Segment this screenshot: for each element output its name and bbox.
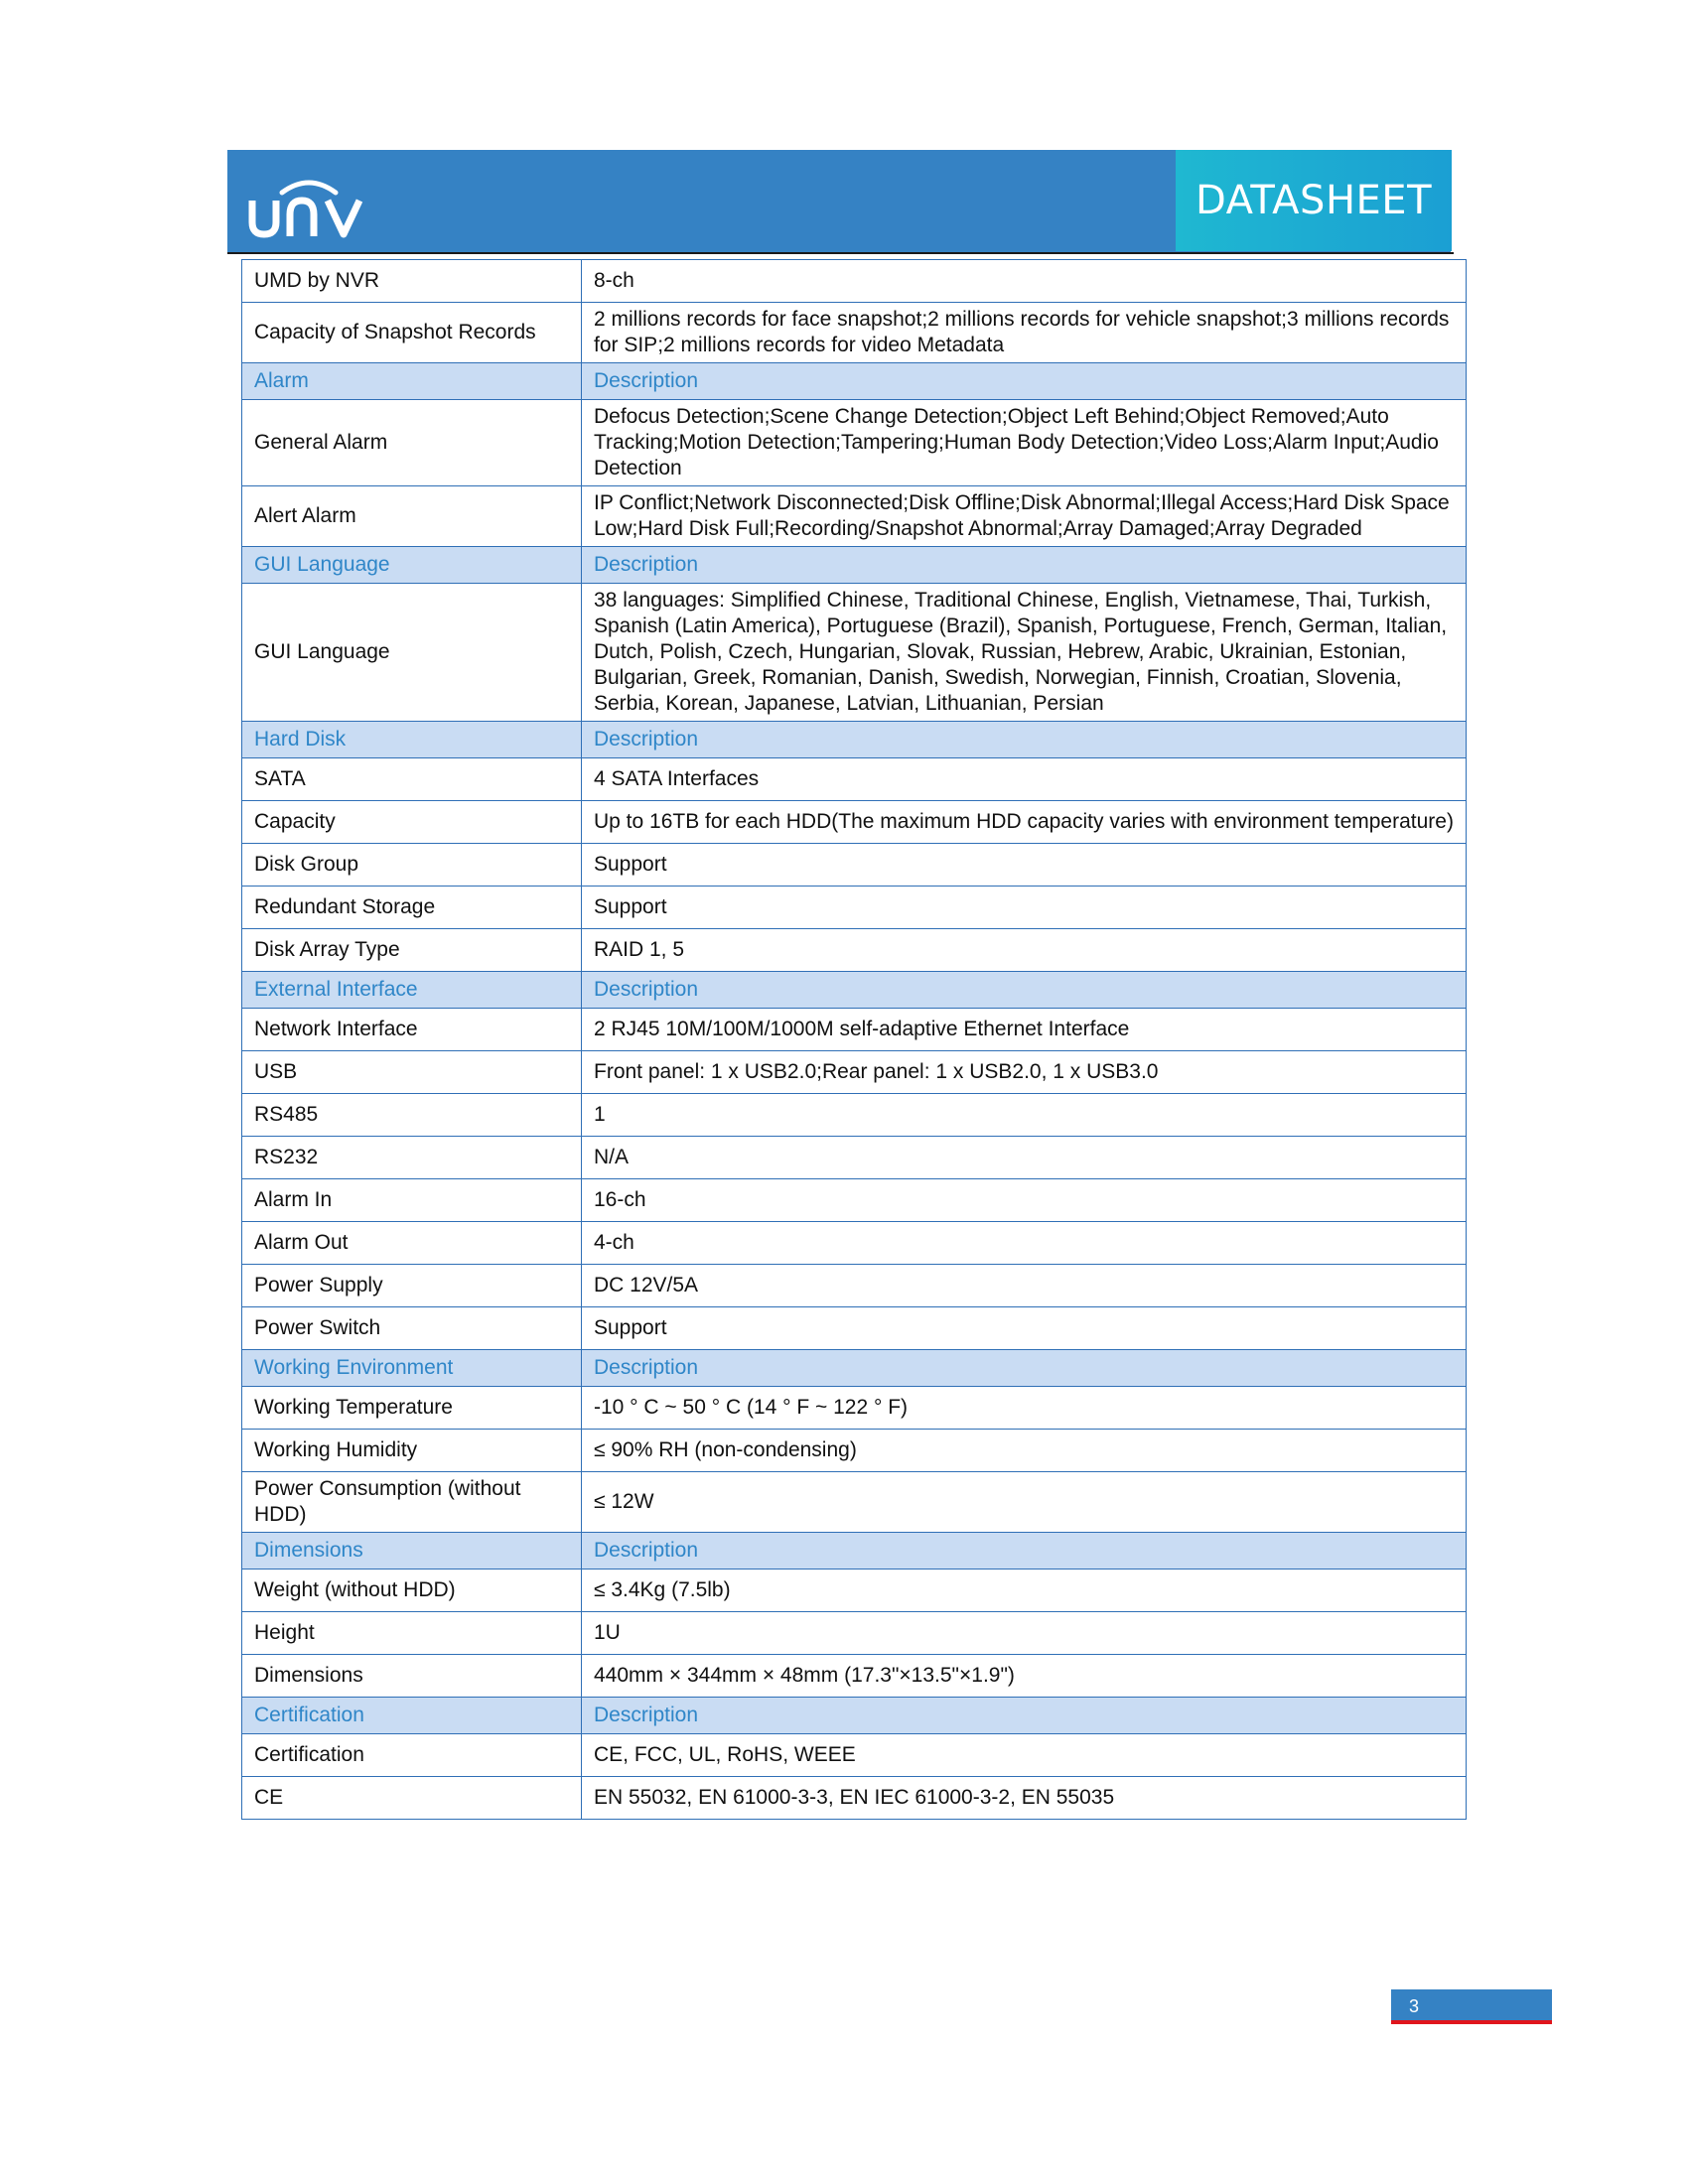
spec-row <box>242 1777 1467 1820</box>
spec-table <box>241 259 1467 1820</box>
spec-value: 1 <box>582 1094 1467 1137</box>
spec-label: UMD by NVR <box>242 260 582 303</box>
spec-label: Power Supply <box>242 1265 582 1307</box>
spec-label: RS485 <box>242 1094 582 1137</box>
section-header-row <box>242 1350 1467 1387</box>
section-description-header: Description <box>582 363 1467 400</box>
spec-value: N/A <box>582 1137 1467 1179</box>
spec-label: Disk Array Type <box>242 929 582 972</box>
spec-row <box>242 1430 1467 1472</box>
section-description-header: Description <box>582 547 1467 584</box>
spec-value: RAID 1, 5 <box>582 929 1467 972</box>
spec-label: Certification <box>242 1734 582 1777</box>
spec-row <box>242 1222 1467 1265</box>
spec-value: DC 12V/5A <box>582 1265 1467 1307</box>
spec-value: 1U <box>582 1612 1467 1655</box>
spec-label: SATA <box>242 758 582 801</box>
spec-row <box>242 1009 1467 1051</box>
spec-value: ≤ 3.4Kg (7.5lb) <box>582 1570 1467 1612</box>
section-title: Working Environment <box>242 1350 582 1387</box>
spec-label: Height <box>242 1612 582 1655</box>
section-description-header: Description <box>582 1533 1467 1570</box>
section-title: External Interface <box>242 972 582 1009</box>
spec-value: Support <box>582 1307 1467 1350</box>
spec-row <box>242 1307 1467 1350</box>
section-description-header: Description <box>582 722 1467 758</box>
spec-label: Alarm In <box>242 1179 582 1222</box>
spec-label: CE <box>242 1777 582 1820</box>
spec-value: Support <box>582 887 1467 929</box>
spec-row <box>242 1655 1467 1698</box>
spec-row <box>242 303 1467 363</box>
spec-value: ≤ 12W <box>582 1472 1467 1533</box>
spec-label: Weight (without HDD) <box>242 1570 582 1612</box>
spec-label: General Alarm <box>242 400 582 486</box>
spec-value: Up to 16TB for each HDD(The maximum HDD capacity varies with environment temperature) <box>582 801 1467 844</box>
section-header-row <box>242 547 1467 584</box>
spec-label: Alarm Out <box>242 1222 582 1265</box>
spec-value: 38 languages: Simplified Chinese, Traditional Chinese, English, Vietnamese, Thai, Turkish, Spanish (Latin America), Portuguese (Brazil), Spanish, Portuguese, French, German, Italian, Dutch, Polish, Czech, Hungarian, Slovak, Russian, Hebrew, Arabic, Ukrainian, Estonian, Bulgarian, Greek, Romanian, Danish, Swedish, Norwegian, Finnish, Croatian, Slovenia, Serbia, Korean, Japanese, Latvian, Lithuanian, Persian <box>582 584 1467 722</box>
header-rule <box>227 252 1454 254</box>
spec-value: 2 millions records for face snapshot;2 millions records for vehicle snapshot;3 millions records for SIP;2 millions records for video Metadata <box>582 303 1467 363</box>
spec-row <box>242 758 1467 801</box>
spec-row <box>242 1612 1467 1655</box>
spec-label: USB <box>242 1051 582 1094</box>
spec-row <box>242 1051 1467 1094</box>
spec-label: Disk Group <box>242 844 582 887</box>
section-header-row <box>242 363 1467 400</box>
spec-label: Power Consumption (without HDD) <box>242 1472 582 1533</box>
spec-label: Capacity <box>242 801 582 844</box>
section-title: Hard Disk <box>242 722 582 758</box>
section-title: Alarm <box>242 363 582 400</box>
section-title: Certification <box>242 1698 582 1734</box>
spec-value: EN 55032, EN 61000-3-3, EN IEC 61000-3-2, EN 55035 <box>582 1777 1467 1820</box>
spec-value: IP Conflict;Network Disconnected;Disk Offline;Disk Abnormal;Illegal Access;Hard Disk Space Low;Hard Disk Full;Recording/Snapshot Abnormal;Array Damaged;Array Degraded <box>582 486 1467 547</box>
spec-label: RS232 <box>242 1137 582 1179</box>
spec-row <box>242 801 1467 844</box>
spec-row <box>242 584 1467 722</box>
section-title: Dimensions <box>242 1533 582 1570</box>
spec-row <box>242 1472 1467 1533</box>
spec-row <box>242 1734 1467 1777</box>
spec-row <box>242 1137 1467 1179</box>
spec-value: CE, FCC, UL, RoHS, WEEE <box>582 1734 1467 1777</box>
spec-row <box>242 1265 1467 1307</box>
spec-value: 2 RJ45 10M/100M/1000M self-adaptive Ethernet Interface <box>582 1009 1467 1051</box>
spec-label: Network Interface <box>242 1009 582 1051</box>
spec-value: Defocus Detection;Scene Change Detection;Object Left Behind;Object Removed;Auto Tracking;Motion Detection;Tampering;Human Body Detection;Video Loss;Alarm Input;Audio Detection <box>582 400 1467 486</box>
unv-logo <box>244 165 373 244</box>
page-number: 3 <box>1391 1989 1552 2024</box>
spec-label: GUI Language <box>242 584 582 722</box>
spec-label: Dimensions <box>242 1655 582 1698</box>
spec-value: 4-ch <box>582 1222 1467 1265</box>
spec-row <box>242 887 1467 929</box>
spec-label: Alert Alarm <box>242 486 582 547</box>
spec-label: Capacity of Snapshot Records <box>242 303 582 363</box>
datasheet-badge: DATASHEET <box>1176 150 1452 251</box>
section-header-row <box>242 722 1467 758</box>
spec-value: -10 ° C ~ 50 ° C (14 ° F ~ 122 ° F) <box>582 1387 1467 1430</box>
spec-value: 440mm × 344mm × 48mm (17.3"×13.5"×1.9") <box>582 1655 1467 1698</box>
spec-row <box>242 1179 1467 1222</box>
spec-row <box>242 1570 1467 1612</box>
spec-row <box>242 260 1467 303</box>
section-title: GUI Language <box>242 547 582 584</box>
spec-label: Redundant Storage <box>242 887 582 929</box>
spec-row <box>242 400 1467 486</box>
section-header-row <box>242 972 1467 1009</box>
spec-row <box>242 929 1467 972</box>
section-description-header: Description <box>582 1698 1467 1734</box>
spec-value: 8-ch <box>582 260 1467 303</box>
section-header-row <box>242 1533 1467 1570</box>
spec-value: 16-ch <box>582 1179 1467 1222</box>
spec-label: Power Switch <box>242 1307 582 1350</box>
spec-value: Support <box>582 844 1467 887</box>
section-description-header: Description <box>582 1350 1467 1387</box>
spec-value: 4 SATA Interfaces <box>582 758 1467 801</box>
spec-row <box>242 844 1467 887</box>
section-description-header: Description <box>582 972 1467 1009</box>
spec-row <box>242 1094 1467 1137</box>
spec-label: Working Temperature <box>242 1387 582 1430</box>
spec-value: Front panel: 1 x USB2.0;Rear panel: 1 x USB2.0, 1 x USB3.0 <box>582 1051 1467 1094</box>
spec-label: Working Humidity <box>242 1430 582 1472</box>
spec-row <box>242 1387 1467 1430</box>
spec-row <box>242 486 1467 547</box>
spec-value: ≤ 90% RH (non-condensing) <box>582 1430 1467 1472</box>
section-header-row <box>242 1698 1467 1734</box>
